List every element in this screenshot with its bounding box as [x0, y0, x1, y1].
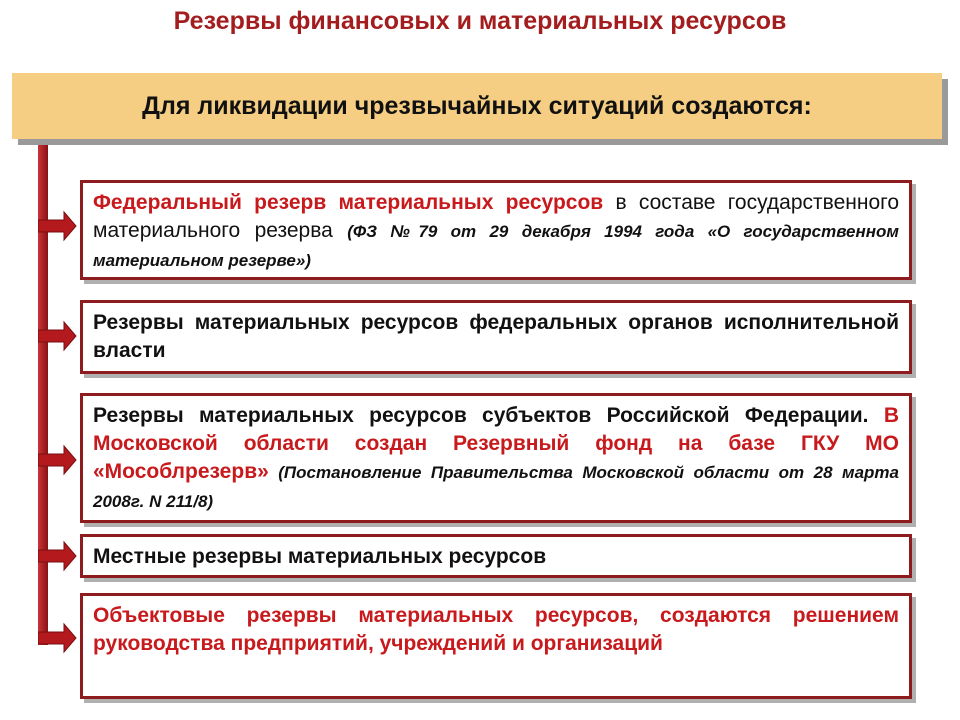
- item-normal-text: в составе государственного материального резерва: [93, 191, 899, 242]
- reserve-item-object: [80, 593, 912, 699]
- item-red-text: В Московской области создан Резервный фонд на базе ГКУ МО «Мособлрезерв»: [93, 404, 900, 483]
- reserve-item-subjects: [80, 393, 912, 523]
- arrow-right-icon: [38, 318, 78, 354]
- arrow-right-icon: [38, 208, 78, 244]
- item-bold-text: Местные резервы материальных ресурсов: [93, 545, 547, 568]
- arrow-right-icon: [38, 538, 78, 574]
- page-title: Резервы финансовых и материальных ресурсов: [173, 7, 787, 35]
- item-italic-note: (ФЗ №79 от 29 декабря 1994 года «О государственном материальном резерве»): [93, 222, 899, 270]
- item-bold-text: Резервы материальных ресурсов субъектов Российской Федерации.: [93, 404, 869, 427]
- item-red-text: Объектовые резервы материальных ресурсов, создаются решением руководства предприятий, учреждений и организаций: [93, 604, 899, 655]
- arrow-right-icon: [38, 442, 78, 478]
- arrow-right-icon: [38, 620, 78, 656]
- header-text: Для ликвидации чрезвычайных ситуаций создаются:: [142, 91, 812, 120]
- item-bold-text: Резервы материальных ресурсов федеральных органов исполнительной власти: [93, 311, 899, 362]
- item-red-text: Федеральный резерв материальных ресурсов: [93, 191, 604, 214]
- reserve-item-local: [80, 534, 912, 578]
- item-italic-note: (Постановление Правительства Московской области от 28 марта 2008г. N 211/8): [93, 463, 899, 511]
- reserve-item-federal-bodies: [80, 300, 912, 374]
- reserve-item-federal: [80, 180, 912, 280]
- header-banner: [12, 73, 942, 139]
